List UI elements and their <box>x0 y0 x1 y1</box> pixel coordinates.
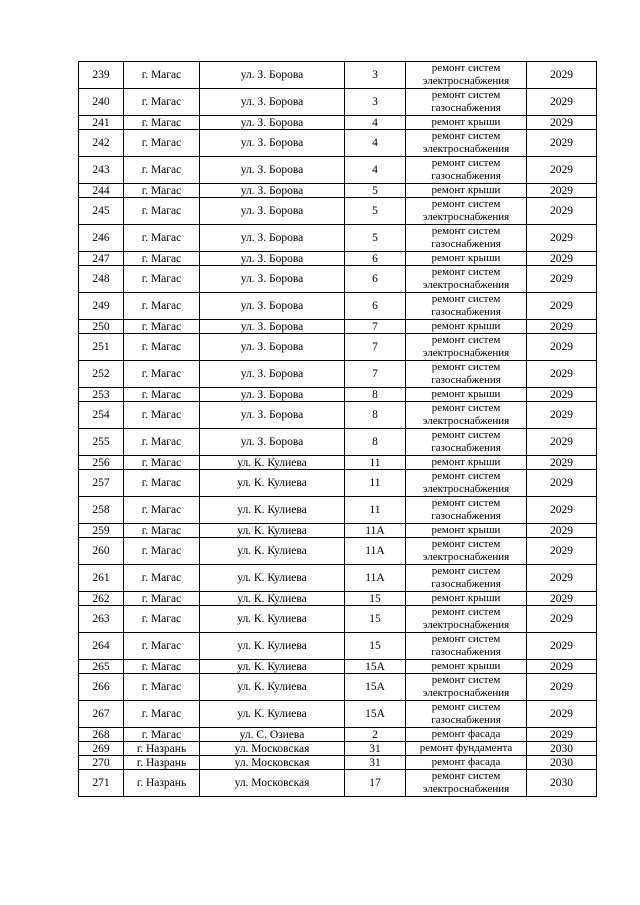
city-cell: г. Назрань <box>124 742 200 756</box>
street-cell: ул. К. Кулиева <box>200 497 345 524</box>
work-type-cell: ремонт крыши <box>406 388 527 402</box>
work-type-cell: ремонт фасада <box>406 728 527 742</box>
house-number-cell: 11 <box>345 456 406 470</box>
year-cell: 2029 <box>527 62 597 89</box>
street-cell: ул. З. Борова <box>200 320 345 334</box>
house-number-cell: 6 <box>345 293 406 320</box>
row-number-cell: 243 <box>79 157 124 184</box>
row-number-cell: 252 <box>79 361 124 388</box>
house-number-cell: 15 <box>345 606 406 633</box>
table-row <box>79 565 597 592</box>
row-number-cell: 239 <box>79 62 124 89</box>
house-number-cell: 6 <box>345 266 406 293</box>
house-number-cell: 31 <box>345 742 406 756</box>
city-cell: г. Магас <box>124 497 200 524</box>
work-type-cell: ремонт систем газоснабжения <box>406 157 527 184</box>
house-number-cell: 4 <box>345 130 406 157</box>
row-number-cell: 245 <box>79 198 124 225</box>
work-type-cell: ремонт крыши <box>406 524 527 538</box>
house-number-cell: 15А <box>345 701 406 728</box>
row-number-cell: 261 <box>79 565 124 592</box>
city-cell: г. Магас <box>124 334 200 361</box>
city-cell: г. Магас <box>124 402 200 429</box>
city-cell: г. Назрань <box>124 770 200 797</box>
work-type-cell: ремонт систем электроснабжения <box>406 470 527 497</box>
city-cell: г. Магас <box>124 89 200 116</box>
work-type-cell: ремонт систем газоснабжения <box>406 429 527 456</box>
city-cell: г. Магас <box>124 524 200 538</box>
house-number-cell: 11А <box>345 538 406 565</box>
work-type-cell: ремонт систем газоснабжения <box>406 565 527 592</box>
work-type-cell: ремонт систем электроснабжения <box>406 538 527 565</box>
city-cell: г. Магас <box>124 660 200 674</box>
table-row <box>79 184 597 198</box>
work-type-cell: ремонт крыши <box>406 592 527 606</box>
street-cell: ул. К. Кулиева <box>200 456 345 470</box>
year-cell: 2029 <box>527 565 597 592</box>
work-type-cell: ремонт систем электроснабжения <box>406 266 527 293</box>
table-row <box>79 606 597 633</box>
year-cell: 2029 <box>527 674 597 701</box>
work-type-cell: ремонт систем электроснабжения <box>406 606 527 633</box>
row-number-cell: 240 <box>79 89 124 116</box>
work-type-cell: ремонт систем электроснабжения <box>406 334 527 361</box>
year-cell: 2029 <box>527 538 597 565</box>
work-type-cell: ремонт крыши <box>406 456 527 470</box>
table-row <box>79 130 597 157</box>
city-cell: г. Магас <box>124 157 200 184</box>
table-row <box>79 770 597 797</box>
house-number-cell: 11А <box>345 565 406 592</box>
year-cell: 2029 <box>527 320 597 334</box>
city-cell: г. Магас <box>124 470 200 497</box>
work-type-cell: ремонт систем электроснабжения <box>406 770 527 797</box>
work-type-cell: ремонт крыши <box>406 116 527 130</box>
row-number-cell: 260 <box>79 538 124 565</box>
row-number-cell: 249 <box>79 293 124 320</box>
year-cell: 2029 <box>527 252 597 266</box>
house-number-cell: 6 <box>345 252 406 266</box>
street-cell: ул. З. Борова <box>200 388 345 402</box>
house-number-cell: 15А <box>345 660 406 674</box>
house-number-cell: 15 <box>345 633 406 660</box>
table-row <box>79 198 597 225</box>
year-cell: 2029 <box>527 524 597 538</box>
house-number-cell: 8 <box>345 388 406 402</box>
row-number-cell: 253 <box>79 388 124 402</box>
street-cell: ул. З. Борова <box>200 225 345 252</box>
city-cell: г. Магас <box>124 320 200 334</box>
city-cell: г. Магас <box>124 592 200 606</box>
work-type-cell: ремонт систем электроснабжения <box>406 198 527 225</box>
year-cell: 2029 <box>527 361 597 388</box>
table-row <box>79 742 597 756</box>
city-cell: г. Магас <box>124 429 200 456</box>
table-row <box>79 89 597 116</box>
city-cell: г. Магас <box>124 252 200 266</box>
table-row <box>79 497 597 524</box>
year-cell: 2029 <box>527 592 597 606</box>
row-number-cell: 270 <box>79 756 124 770</box>
city-cell: г. Магас <box>124 293 200 320</box>
street-cell: ул. З. Борова <box>200 116 345 130</box>
row-number-cell: 269 <box>79 742 124 756</box>
city-cell: г. Магас <box>124 674 200 701</box>
row-number-cell: 265 <box>79 660 124 674</box>
city-cell: г. Магас <box>124 538 200 565</box>
table-row <box>79 470 597 497</box>
street-cell: ул. З. Борова <box>200 402 345 429</box>
row-number-cell: 271 <box>79 770 124 797</box>
table-row <box>79 334 597 361</box>
year-cell: 2029 <box>527 388 597 402</box>
table-row <box>79 701 597 728</box>
street-cell: ул. З. Борова <box>200 334 345 361</box>
city-cell: г. Магас <box>124 388 200 402</box>
street-cell: ул. С. Озиева <box>200 728 345 742</box>
work-type-cell: ремонт систем газоснабжения <box>406 361 527 388</box>
work-type-cell: ремонт систем электроснабжения <box>406 130 527 157</box>
year-cell: 2029 <box>527 89 597 116</box>
table-row <box>79 728 597 742</box>
year-cell: 2029 <box>527 157 597 184</box>
year-cell: 2029 <box>527 225 597 252</box>
house-number-cell: 7 <box>345 334 406 361</box>
street-cell: ул. К. Кулиева <box>200 701 345 728</box>
row-number-cell: 250 <box>79 320 124 334</box>
table-body <box>79 62 597 797</box>
street-cell: ул. Московская <box>200 770 345 797</box>
table-row <box>79 456 597 470</box>
row-number-cell: 244 <box>79 184 124 198</box>
row-number-cell: 268 <box>79 728 124 742</box>
house-number-cell: 8 <box>345 429 406 456</box>
year-cell: 2029 <box>527 470 597 497</box>
row-number-cell: 255 <box>79 429 124 456</box>
city-cell: г. Магас <box>124 456 200 470</box>
year-cell: 2030 <box>527 742 597 756</box>
house-number-cell: 8 <box>345 402 406 429</box>
year-cell: 2029 <box>527 728 597 742</box>
city-cell: г. Магас <box>124 130 200 157</box>
street-cell: ул. З. Борова <box>200 184 345 198</box>
row-number-cell: 258 <box>79 497 124 524</box>
house-number-cell: 5 <box>345 225 406 252</box>
house-number-cell: 7 <box>345 320 406 334</box>
table-row <box>79 633 597 660</box>
city-cell: г. Магас <box>124 266 200 293</box>
row-number-cell: 247 <box>79 252 124 266</box>
house-number-cell: 15 <box>345 592 406 606</box>
year-cell: 2029 <box>527 497 597 524</box>
row-number-cell: 263 <box>79 606 124 633</box>
row-number-cell: 248 <box>79 266 124 293</box>
street-cell: ул. К. Кулиева <box>200 538 345 565</box>
house-number-cell: 31 <box>345 756 406 770</box>
table-row <box>79 388 597 402</box>
city-cell: г. Магас <box>124 116 200 130</box>
house-number-cell: 5 <box>345 184 406 198</box>
table-row <box>79 756 597 770</box>
table-row <box>79 674 597 701</box>
street-cell: ул. З. Борова <box>200 198 345 225</box>
house-number-cell: 17 <box>345 770 406 797</box>
house-number-cell: 11 <box>345 470 406 497</box>
table-row <box>79 62 597 89</box>
work-type-cell: ремонт крыши <box>406 252 527 266</box>
work-type-cell: ремонт систем электроснабжения <box>406 402 527 429</box>
street-cell: ул. З. Борова <box>200 130 345 157</box>
year-cell: 2029 <box>527 130 597 157</box>
row-number-cell: 259 <box>79 524 124 538</box>
house-number-cell: 3 <box>345 62 406 89</box>
city-cell: г. Магас <box>124 728 200 742</box>
house-number-cell: 11А <box>345 524 406 538</box>
street-cell: ул. К. Кулиева <box>200 470 345 497</box>
year-cell: 2029 <box>527 116 597 130</box>
street-cell: ул. З. Борова <box>200 429 345 456</box>
row-number-cell: 241 <box>79 116 124 130</box>
table-row <box>79 524 597 538</box>
work-type-cell: ремонт фундамента <box>406 742 527 756</box>
year-cell: 2030 <box>527 756 597 770</box>
work-type-cell: ремонт систем газоснабжения <box>406 293 527 320</box>
work-type-cell: ремонт крыши <box>406 184 527 198</box>
year-cell: 2029 <box>527 606 597 633</box>
street-cell: ул. К. Кулиева <box>200 606 345 633</box>
row-number-cell: 264 <box>79 633 124 660</box>
row-number-cell: 257 <box>79 470 124 497</box>
street-cell: ул. З. Борова <box>200 157 345 184</box>
table-row <box>79 538 597 565</box>
city-cell: г. Магас <box>124 184 200 198</box>
year-cell: 2029 <box>527 701 597 728</box>
house-number-cell: 4 <box>345 157 406 184</box>
house-number-cell: 7 <box>345 361 406 388</box>
house-number-cell: 5 <box>345 198 406 225</box>
street-cell: ул. Московская <box>200 742 345 756</box>
house-number-cell: 15А <box>345 674 406 701</box>
city-cell: г. Магас <box>124 565 200 592</box>
street-cell: ул. К. Кулиева <box>200 660 345 674</box>
row-number-cell: 256 <box>79 456 124 470</box>
street-cell: ул. К. Кулиева <box>200 592 345 606</box>
work-type-cell: ремонт систем электроснабжения <box>406 62 527 89</box>
year-cell: 2030 <box>527 770 597 797</box>
year-cell: 2029 <box>527 402 597 429</box>
table-row <box>79 361 597 388</box>
table-row <box>79 320 597 334</box>
street-cell: ул. З. Борова <box>200 252 345 266</box>
street-cell: ул. З. Борова <box>200 89 345 116</box>
street-cell: ул. К. Кулиева <box>200 633 345 660</box>
row-number-cell: 267 <box>79 701 124 728</box>
year-cell: 2029 <box>527 266 597 293</box>
row-number-cell: 242 <box>79 130 124 157</box>
table-row <box>79 157 597 184</box>
year-cell: 2029 <box>527 198 597 225</box>
year-cell: 2029 <box>527 334 597 361</box>
street-cell: ул. З. Борова <box>200 266 345 293</box>
city-cell: г. Назрань <box>124 756 200 770</box>
table-row <box>79 266 597 293</box>
street-cell: ул. К. Кулиева <box>200 524 345 538</box>
table-row <box>79 660 597 674</box>
street-cell: ул. К. Кулиева <box>200 565 345 592</box>
work-type-cell: ремонт крыши <box>406 320 527 334</box>
row-number-cell: 262 <box>79 592 124 606</box>
work-type-cell: ремонт систем электроснабжения <box>406 674 527 701</box>
city-cell: г. Магас <box>124 62 200 89</box>
city-cell: г. Магас <box>124 225 200 252</box>
year-cell: 2029 <box>527 293 597 320</box>
house-number-cell: 3 <box>345 89 406 116</box>
year-cell: 2029 <box>527 184 597 198</box>
city-cell: г. Магас <box>124 606 200 633</box>
city-cell: г. Магас <box>124 633 200 660</box>
street-cell: ул. З. Борова <box>200 361 345 388</box>
work-type-cell: ремонт крыши <box>406 660 527 674</box>
table-row <box>79 293 597 320</box>
street-cell: ул. З. Борова <box>200 293 345 320</box>
table-row <box>79 429 597 456</box>
work-type-cell: ремонт систем газоснабжения <box>406 701 527 728</box>
work-type-cell: ремонт систем газоснабжения <box>406 497 527 524</box>
street-cell: ул. З. Борова <box>200 62 345 89</box>
street-cell: ул. К. Кулиева <box>200 674 345 701</box>
table-row <box>79 116 597 130</box>
year-cell: 2029 <box>527 429 597 456</box>
repair-schedule-table <box>78 61 597 797</box>
year-cell: 2029 <box>527 456 597 470</box>
table-row <box>79 592 597 606</box>
year-cell: 2029 <box>527 633 597 660</box>
work-type-cell: ремонт систем газоснабжения <box>406 225 527 252</box>
year-cell: 2029 <box>527 660 597 674</box>
city-cell: г. Магас <box>124 361 200 388</box>
row-number-cell: 254 <box>79 402 124 429</box>
work-type-cell: ремонт фасада <box>406 756 527 770</box>
street-cell: ул. Московская <box>200 756 345 770</box>
row-number-cell: 266 <box>79 674 124 701</box>
table-row <box>79 252 597 266</box>
work-type-cell: ремонт систем газоснабжения <box>406 89 527 116</box>
row-number-cell: 246 <box>79 225 124 252</box>
table-row <box>79 402 597 429</box>
row-number-cell: 251 <box>79 334 124 361</box>
house-number-cell: 2 <box>345 728 406 742</box>
work-type-cell: ремонт систем газоснабжения <box>406 633 527 660</box>
city-cell: г. Магас <box>124 701 200 728</box>
house-number-cell: 11 <box>345 497 406 524</box>
table-row <box>79 225 597 252</box>
city-cell: г. Магас <box>124 198 200 225</box>
house-number-cell: 4 <box>345 116 406 130</box>
